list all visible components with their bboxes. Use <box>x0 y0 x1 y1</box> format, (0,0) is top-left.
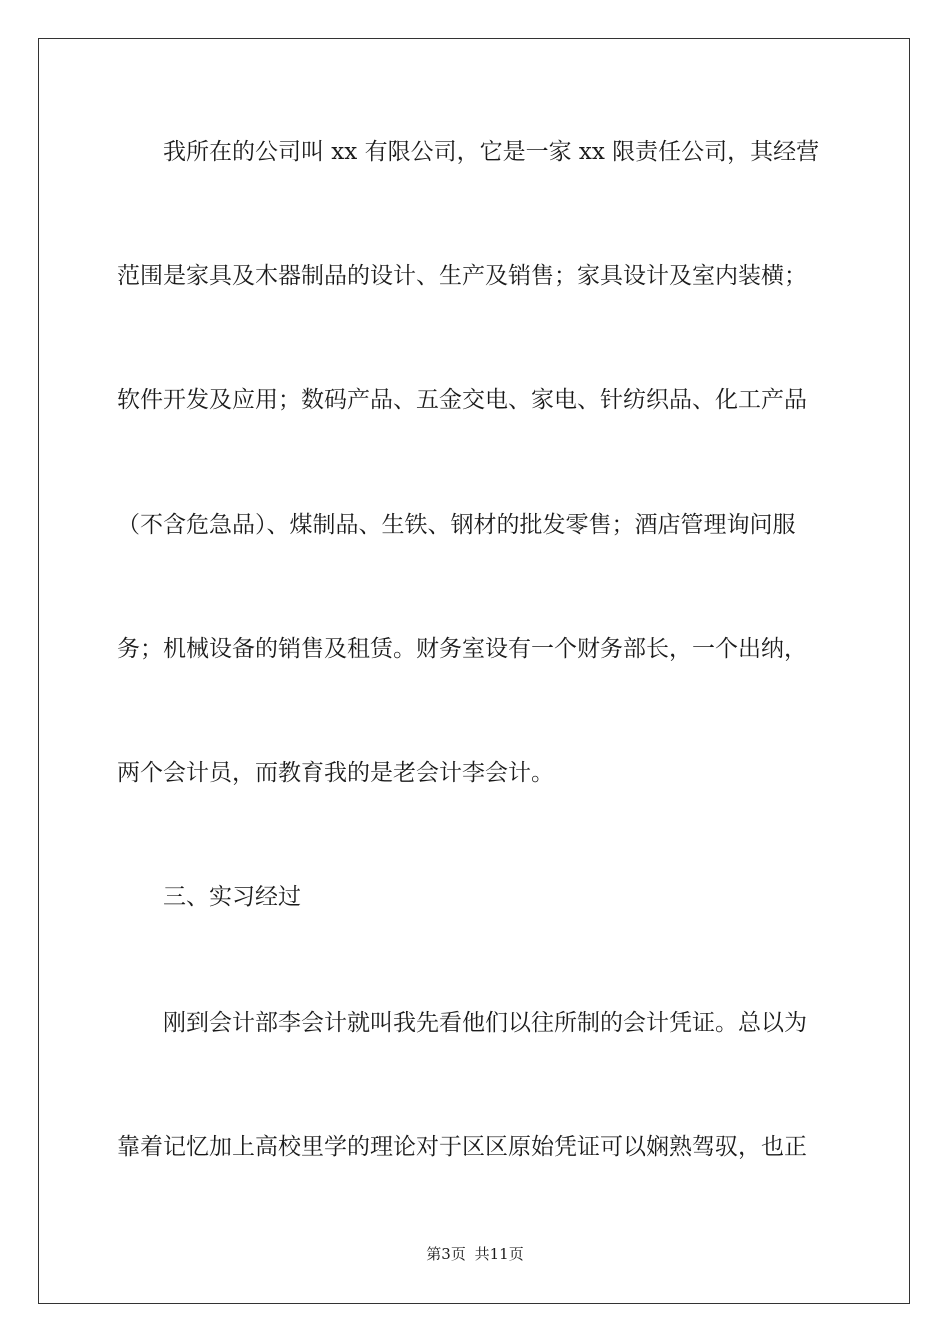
section-heading: 三、实习经过 <box>163 884 301 910</box>
paragraph-line: （不含危急品）、煤制品、生铁、钢材的批发零售；酒店管理询问服 <box>117 512 796 538</box>
paragraph-line: 靠着记忆加上高校里学的理论对于区区原始凭证可以娴熟驾驭，也正 <box>117 1134 807 1160</box>
paragraph-line: 两个会计员，而教育我的是老会计李会计。 <box>117 760 554 786</box>
page-total: 共11页 <box>474 1245 524 1263</box>
page-footer <box>0 1244 950 1264</box>
paragraph-line: 刚到会计部李会计就叫我先看他们以往所制的会计凭证。总以为 <box>163 1010 807 1036</box>
paragraph-line: 范围是家具及木器制品的设计、生产及销售；家具设计及室内装横； <box>117 263 807 289</box>
paragraph-line: 务；机械设备的销售及租赁。财务室设有一个财务部长，一个出纳， <box>117 636 807 662</box>
paragraph-line: 软件开发及应用；数码产品、五金交电、家电、针纺织品、化工产品 <box>117 387 807 413</box>
page-border <box>38 38 910 1304</box>
paragraph-line: 我所在的公司叫 xx 有限公司，它是一家 xx 限责任公司，其经营 <box>163 139 820 165</box>
page-number: 第3页 <box>426 1245 466 1263</box>
